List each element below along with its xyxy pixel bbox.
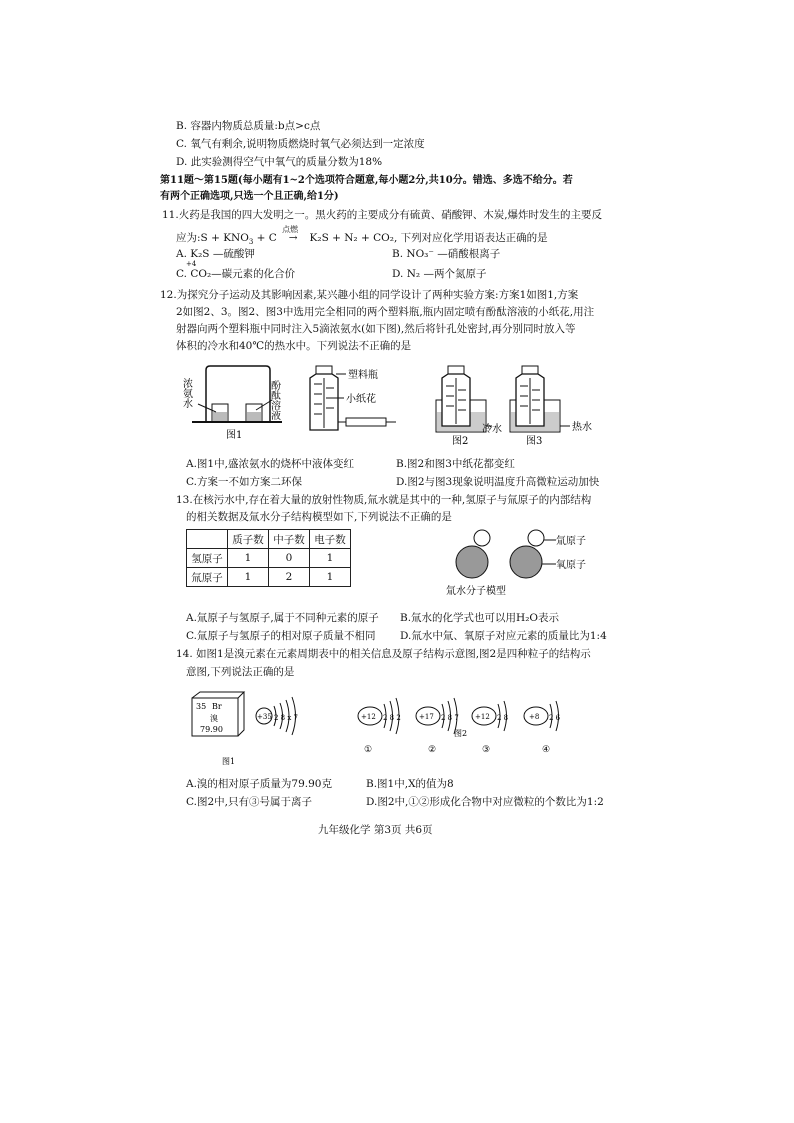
element-symbol: Br bbox=[212, 702, 222, 711]
q12-option-b: B.图2和图3中纸花都变红 bbox=[396, 458, 515, 470]
q14-option-c: C.图2中,只有③号属于离子 bbox=[186, 796, 313, 808]
fig2-label: 图2 bbox=[452, 436, 469, 447]
section-header-2: 有两个正确选项,只选一个且正确,给1分) bbox=[160, 191, 339, 202]
label-bottle: 塑料瓶 bbox=[348, 370, 378, 381]
q11-stem: 11.火药是我国的四大发明之一。黑火药的主要成分有硫黄、硝酸钾、木炭,爆炸时发生的主要反 bbox=[162, 209, 603, 221]
label-tritium: 氚原子 bbox=[556, 536, 586, 547]
fig3-bottle-hot bbox=[510, 366, 560, 432]
q12-stem-4: 体积的冷水和40℃的热水中。下列说法不正确的是 bbox=[176, 340, 412, 352]
table-header-cell: 中子数 bbox=[269, 530, 310, 549]
section-header: 第11题～第15题(每小题有1~2个选项符合题意,每小题2分,共10分。错选、多选不给分。若 bbox=[160, 175, 573, 186]
q13-option-c: C.氚原子与氢原子的相对原子质量不相同 bbox=[186, 630, 376, 642]
q11-option-c: C. CO₂—碳元素的化合价 bbox=[176, 268, 296, 280]
hydrogen-atom bbox=[528, 530, 544, 546]
bromine-atom-diagram bbox=[256, 697, 298, 735]
q13-option-b: B.氚水的化学式也可以用H₂O表示 bbox=[400, 612, 560, 624]
option-d: D. 此实验测得空气中氧气的质量分数为18% bbox=[176, 156, 383, 168]
atomic-mass: 79.90 bbox=[200, 725, 223, 734]
table-cell: 0 bbox=[269, 549, 310, 568]
particle-label: ① bbox=[364, 745, 373, 755]
shell-electrons: 2 8 bbox=[497, 714, 509, 722]
table-cell: 1 bbox=[310, 568, 351, 587]
q11-option-b: B. NO₃⁻ —硝酸根离子 bbox=[392, 248, 501, 260]
particle-label: ④ bbox=[542, 745, 551, 755]
q12-stem-1: 12.为探究分子运动及其影响因素,某兴趣小组的同学设计了两种实验方案:方案1如图1,方案 bbox=[160, 289, 579, 301]
nucleus-charge: +12 bbox=[361, 713, 376, 721]
particle-3 bbox=[472, 701, 508, 755]
q12-option-d: D.图2与图3现象说明温度升高微粒运动加快 bbox=[396, 476, 600, 488]
particle-4 bbox=[524, 701, 561, 755]
table-cell: 1 bbox=[228, 568, 269, 587]
q13-option-d: D.氚水中氚、氧原子对应元素的质量比为1:4 bbox=[400, 630, 607, 642]
shell-electrons: 2 6 bbox=[549, 714, 561, 722]
q11-valence-mark: +4 bbox=[186, 260, 197, 268]
fig1-label: 图1 bbox=[226, 430, 243, 441]
table-row bbox=[187, 568, 351, 587]
particle-label: ③ bbox=[482, 745, 491, 755]
fig2-bottle-cold bbox=[436, 366, 486, 432]
table-cell: 1 bbox=[310, 549, 351, 568]
particle-1 bbox=[358, 698, 401, 755]
q14-option-d: D.图2中,①②形成化合物中对应微粒的个数比为1:2 bbox=[366, 796, 604, 808]
q12-stem-3: 射器向两个塑料瓶中同时注入5滴浓氨水(如下图),然后将针孔处密封,再分别同时放入等 bbox=[176, 323, 576, 335]
q11-equation: 应为:S + $KNO_3 + C$ 点燃 → K₂S + N₂ + CO₂, 下列对应化学用语表达正确的是 bbox=[176, 225, 548, 247]
q14-stem-1: 14. 如图1是溴元素在元素周期表中的相关信息及原子结构示意图,图2是四种粒子的结构示 bbox=[176, 648, 591, 660]
q13-option-a: A.氚原子与氢原子,属于不同种元素的原子 bbox=[186, 612, 379, 624]
label-oxygen: 氧原子 bbox=[556, 560, 586, 571]
q12-option-c: C.方案一不如方案二环保 bbox=[186, 476, 302, 488]
q14-stem-2: 意图,下列说法正确的是 bbox=[186, 666, 295, 678]
q11-option-d: D. N₂ —两个氮原子 bbox=[392, 268, 487, 280]
particle-2 bbox=[416, 698, 459, 755]
q12-stem-2: 2如图2、3。图2、图3中选用完全相同的两个塑料瓶,瓶内固定喷有酚酞溶液的小纸花,用注 bbox=[176, 306, 595, 318]
label-flower: 小纸花 bbox=[346, 394, 376, 405]
option-b: B. 容器内物质总质量:b点>c点 bbox=[176, 120, 321, 132]
table-cell: 1 bbox=[228, 549, 269, 568]
label-cold: 冷水 bbox=[482, 424, 502, 435]
shell-electrons: 2 8 7 bbox=[441, 714, 459, 722]
table-header-cell: 电子数 bbox=[310, 530, 351, 549]
table-header-cell bbox=[187, 530, 228, 549]
nucleus-charge: +35 bbox=[257, 713, 272, 721]
q14-option-a: A.溴的相对原子质量为79.90克 bbox=[186, 778, 332, 790]
label-nongan: 浓氨水 bbox=[180, 378, 192, 408]
q14-option-b: B.图1中,X的值为8 bbox=[366, 778, 454, 790]
atom-data-table bbox=[186, 529, 351, 587]
q12-figures bbox=[180, 364, 606, 450]
q12-option-a: A.图1中,盛浓氨水的烧杯中液体变红 bbox=[186, 458, 354, 470]
table-row bbox=[187, 549, 351, 568]
particle-label: ② bbox=[428, 745, 437, 755]
shell-electrons: 2 8 2 bbox=[383, 714, 401, 722]
model-caption: 氚水分子模型 bbox=[446, 586, 506, 597]
table-header-row bbox=[187, 530, 351, 549]
label-fenzhi: 酚酞溶液 bbox=[268, 380, 280, 420]
hydrogen-atom bbox=[474, 530, 490, 546]
fig1-label: 图1 bbox=[222, 757, 236, 766]
nucleus-charge: +12 bbox=[475, 713, 490, 721]
atomic-number: 35 bbox=[196, 702, 207, 711]
fig2-label: 图2 bbox=[454, 729, 468, 738]
table-cell: 2 bbox=[269, 568, 310, 587]
page-footer: 九年级化学 第3页 共6页 bbox=[318, 824, 433, 836]
label-hot: 热水 bbox=[572, 422, 592, 433]
fig3-label: 图3 bbox=[526, 436, 543, 447]
nucleus-charge: +17 bbox=[419, 713, 434, 721]
option-c: C. 氧气有剩余,说明物质燃烧时氧气必须达到一定浓度 bbox=[176, 138, 425, 150]
q13-stem-1: 13.在核污水中,存在着大量的放射性物质,氚水就是其中的一种,氢原子与氚原子的内部结构 bbox=[176, 494, 592, 506]
periodic-cell-bromine bbox=[192, 692, 244, 736]
table-cell: 氚原子 bbox=[187, 568, 228, 587]
q11-option-a: A. K₂S —硫酸钾 bbox=[176, 248, 255, 260]
nucleus-charge: +8 bbox=[529, 713, 540, 721]
q14-figures bbox=[186, 690, 606, 770]
oxygen-atom bbox=[456, 546, 488, 578]
table-cell: 氢原子 bbox=[187, 549, 228, 568]
oxygen-atom bbox=[510, 546, 542, 578]
q13-stem-2: 的相关数据及氚水分子结构模型如下,下列说法不正确的是 bbox=[186, 511, 452, 523]
element-name: 溴 bbox=[210, 714, 218, 723]
tritium-water-model bbox=[446, 526, 596, 602]
shell-electrons: 2 8 x 7 bbox=[274, 714, 298, 722]
table-header-cell: 质子数 bbox=[228, 530, 269, 549]
